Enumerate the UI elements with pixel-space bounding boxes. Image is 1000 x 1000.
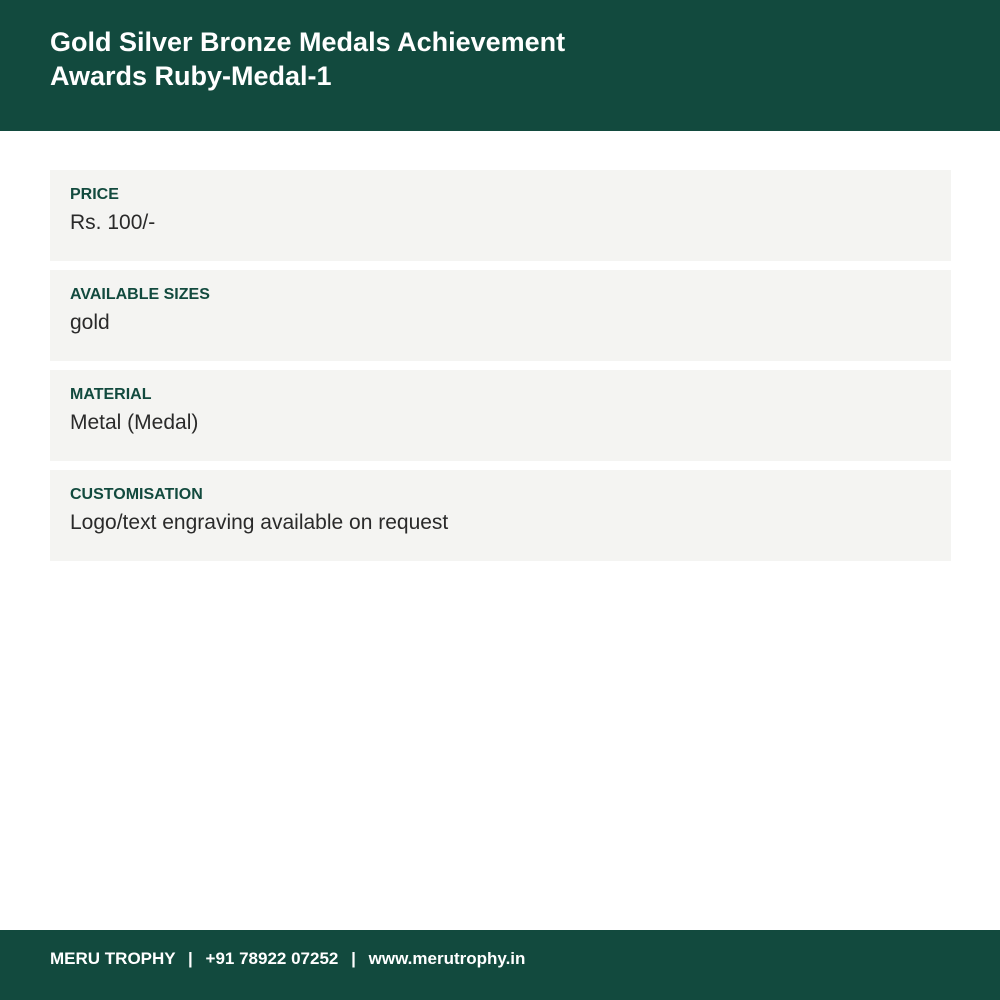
- spec-list: [50, 170, 951, 570]
- price-label: PRICE: [70, 186, 119, 203]
- material-value: Metal (Medal): [70, 411, 199, 434]
- material-label: MATERIAL: [70, 386, 152, 403]
- footer-website: www.merutrophy.in: [368, 949, 526, 968]
- footer-brand: MERU TROPHY: [50, 949, 176, 968]
- sizes-value: gold: [70, 311, 110, 334]
- page-footer: [0, 930, 1000, 1000]
- spec-card-material: [50, 370, 951, 461]
- sizes-label: AVAILABLE SIZES: [70, 286, 210, 303]
- customisation-label: CUSTOMISATION: [70, 486, 203, 503]
- page-header: [0, 0, 1000, 131]
- price-value: Rs. 100/-: [70, 211, 156, 234]
- spec-card-customisation: [50, 470, 951, 561]
- spec-card-price: [50, 170, 951, 261]
- spec-card-sizes: [50, 270, 951, 361]
- product-title: Gold Silver Bronze Medals Achievement Awards Ruby-Medal-1: [50, 27, 566, 91]
- footer-separator: |: [188, 949, 193, 968]
- footer-phone: +91 78922 07252: [205, 949, 339, 968]
- footer-separator: |: [351, 949, 356, 968]
- customisation-value: Logo/text engraving available on request: [70, 511, 449, 534]
